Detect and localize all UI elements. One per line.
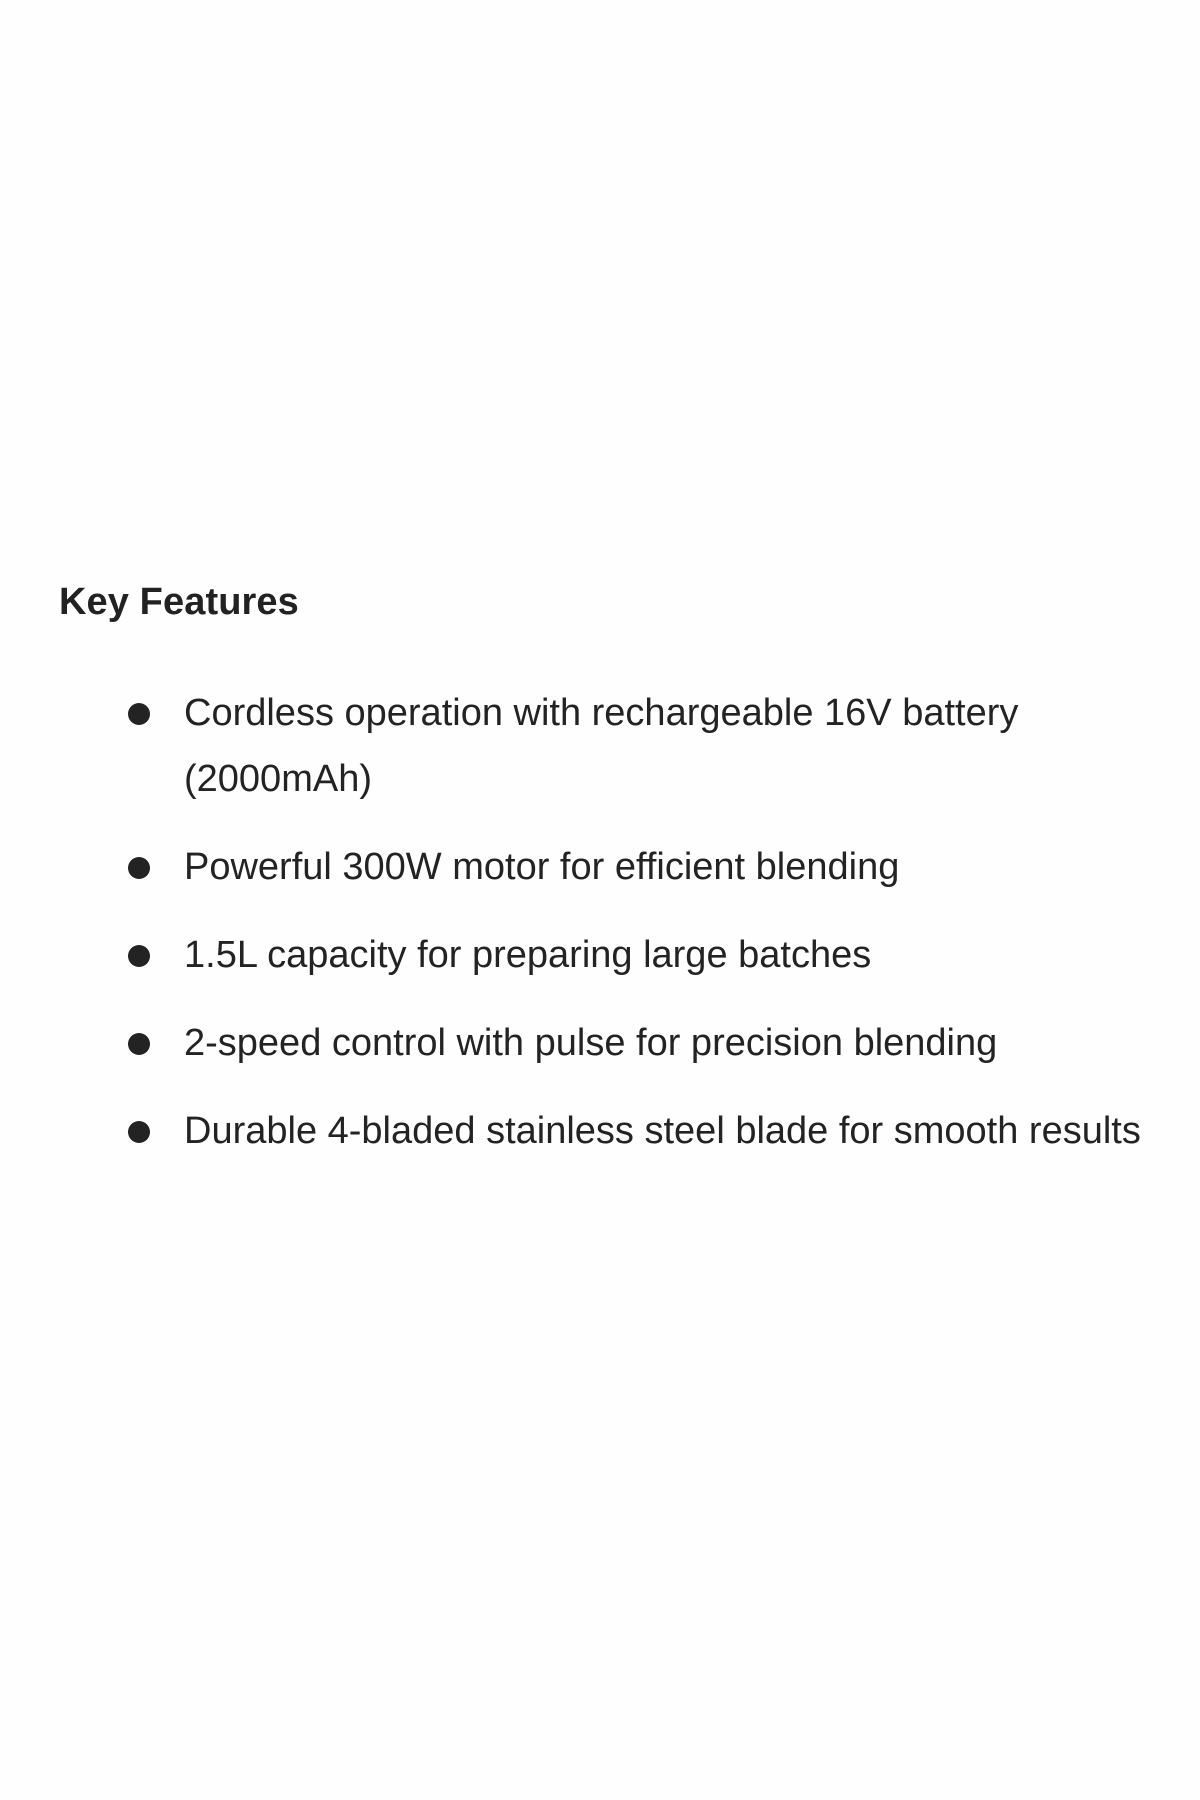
feature-text: 2-speed control with pulse for precision blending bbox=[184, 1022, 998, 1064]
list-item bbox=[59, 680, 1149, 812]
list-item bbox=[59, 834, 1149, 900]
section-heading: Key Features bbox=[59, 581, 299, 623]
list-item bbox=[59, 1098, 1149, 1164]
key-features-section bbox=[59, 578, 1149, 1186]
bullet-icon bbox=[128, 1033, 150, 1055]
feature-text: Cordless operation with rechargeable 16V battery (2000mAh) bbox=[184, 692, 1019, 800]
bullet-icon bbox=[128, 857, 150, 879]
feature-text: Powerful 300W motor for efficient blending bbox=[184, 846, 900, 888]
bullet-icon bbox=[128, 945, 150, 967]
bullet-icon bbox=[128, 703, 150, 725]
list-item bbox=[59, 1010, 1149, 1076]
list-item bbox=[59, 922, 1149, 988]
feature-text: 1.5L capacity for preparing large batches bbox=[184, 934, 872, 976]
feature-text: Durable 4-bladed stainless steel blade for smooth results bbox=[184, 1110, 1141, 1152]
bullet-icon bbox=[128, 1121, 150, 1143]
feature-list bbox=[59, 680, 1149, 1164]
